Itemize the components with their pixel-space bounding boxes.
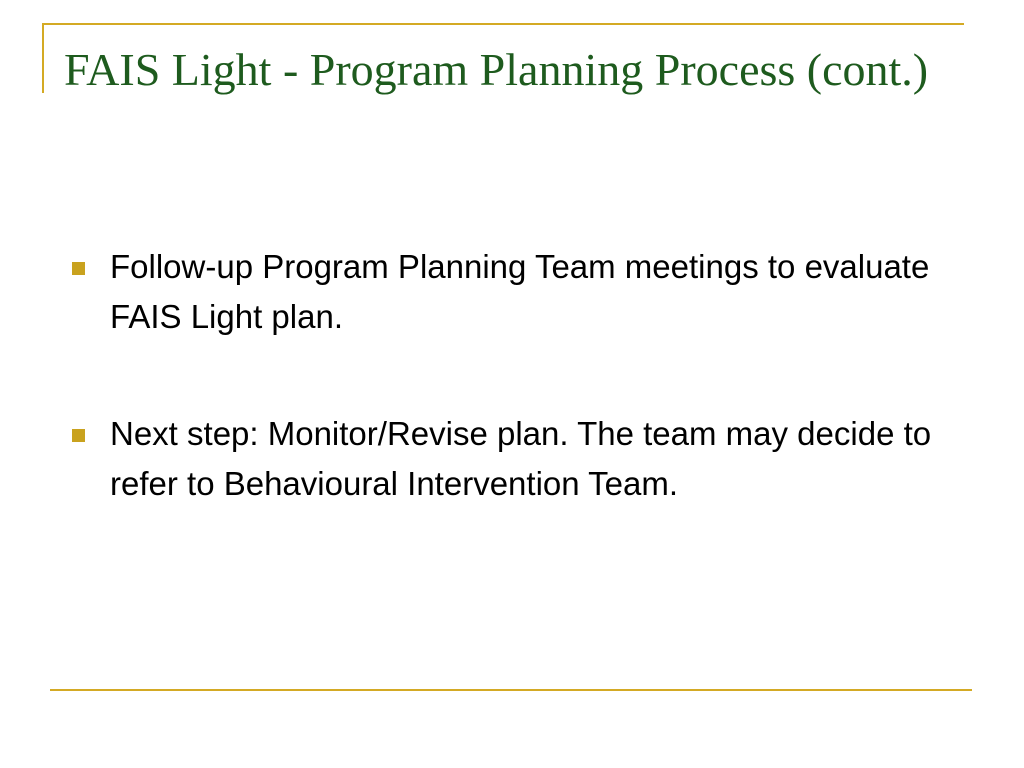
bullet-text: Follow-up Program Planning Team meetings to evaluate FAIS Light plan. bbox=[110, 248, 930, 335]
slide-title: FAIS Light - Program Planning Process (cont.) bbox=[64, 44, 929, 95]
title-top-rule bbox=[42, 23, 964, 25]
square-bullet-icon bbox=[72, 262, 85, 275]
square-bullet-icon bbox=[72, 429, 85, 442]
bullet-item-next-step bbox=[72, 409, 972, 509]
footer-rule bbox=[50, 689, 972, 691]
bullet-text: Next step: Monitor/Revise plan. The team may decide to refer to Behavioural Intervention Team. bbox=[110, 415, 932, 502]
bullet-item-follow-up bbox=[72, 242, 972, 342]
title-left-rule bbox=[42, 23, 44, 93]
bullet-list bbox=[72, 242, 972, 509]
